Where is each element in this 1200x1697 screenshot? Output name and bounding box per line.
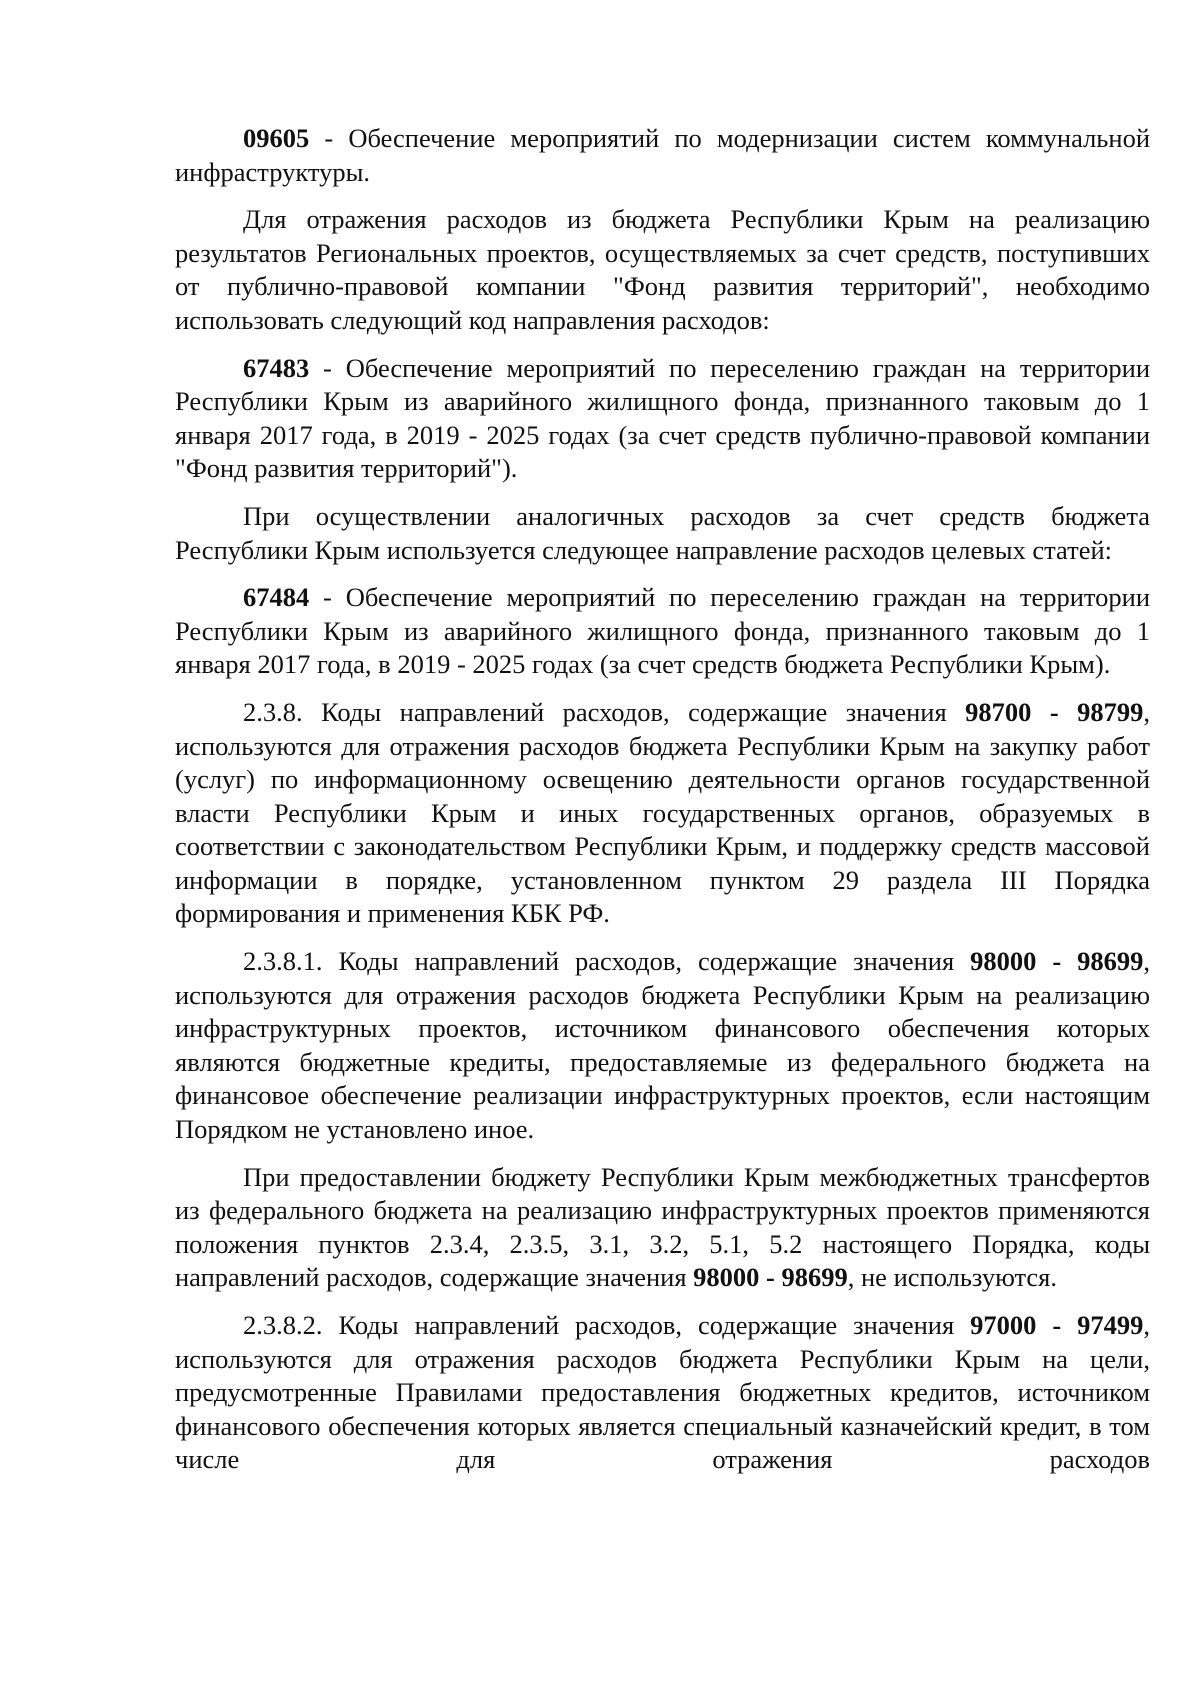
paragraph-text: , используются для отражения расходов бюджета Республики Крым на закупку работ (услуг) по информационному освещению деятельности органов государственной власти Республики Крым и иных государственных органов, образуемых в соответствии с законодательством Республики Крым, и поддержку средств массовой информации в порядке, установленном пунктом 29 раздела III Порядка формирования и применения КБК РФ. xyxy=(175,696,1150,929)
code-range: 98700 - 98799 xyxy=(965,696,1144,727)
paragraph-interbudget-transfers xyxy=(175,1161,1150,1295)
paragraph-text: 2.3.8.2. Коды направлений расходов, содержащие значения xyxy=(243,1310,971,1340)
paragraph-text: 2.3.8. Коды направлений расходов, содержащие значения xyxy=(243,696,966,727)
paragraph-text: - Обеспечение мероприятий по переселению граждан на территории Республики Крым из аварийного жилищного фонда, признанного таковым до 1 января 2017 года, в 2019 - 2025 годах (за счет средств бюджета Республики Крым). xyxy=(175,582,1150,680)
paragraph-section-2-3-8-2 xyxy=(175,1309,1150,1477)
paragraph-section-2-3-8-1 xyxy=(175,945,1150,1147)
paragraph-text: При предоставлении бюджету Республики Крым межбюджетных трансфертов из федерального бюджета на реализацию инфраструктурных проектов применяются положения пунктов 2.3.4, 2.3.5, 3.1, 3.2, 5.1, 5.2 настоящего Порядка, коды направлений расходов, содержащие значения xyxy=(175,1161,1150,1293)
code-range: 98000 - 98699 xyxy=(970,946,1144,977)
paragraph-text: - Обеспечение мероприятий по модернизации систем коммунальной инфраструктуры. xyxy=(175,123,1150,187)
paragraph-text: , используются для отражения расходов бюджета Республики Крым на цели, предусмотренные Правилами предоставления бюджетных кредитов, источником финансового обеспечения которых является специальный казначейский кредит, в том числе для отражения расходов xyxy=(175,1310,1150,1475)
code-number: 67484 xyxy=(243,582,310,613)
code-range: 98000 - 98699 xyxy=(693,1262,848,1293)
paragraph-code-09605 xyxy=(175,122,1150,189)
paragraph-similar-expenses xyxy=(175,500,1150,567)
code-number: 67483 xyxy=(243,352,310,383)
paragraph-code-67484 xyxy=(175,581,1150,682)
paragraph-text: Для отражения расходов из бюджета Республики Крым на реализацию результатов Региональных проектов, осуществляемых за счет средств, поступивших от публично-правовой компании "Фонд развития территорий", необходимо использовать следующий код направления расходов: xyxy=(175,204,1150,335)
code-range: 97000 - 97499 xyxy=(970,1310,1144,1340)
paragraph-text: , используются для отражения расходов бюджета Республики Крым на реализацию инфраструктурных проектов, источником финансового обеспечения которых являются бюджетные кредиты, предоставляемые из федерального бюджета на финансовое обеспечение реализации инфраструктурных проектов, если настоящим Порядком не установлено иное. xyxy=(175,946,1150,1145)
paragraph-text: - Обеспечение мероприятий по переселению граждан на территории Республики Крым из аварийного жилищного фонда, признанного таковым до 1 января 2017 года, в 2019 - 2025 годах (за счет средств публично-правовой компании "Фонд развития территорий"). xyxy=(175,352,1150,484)
paragraph-regional-projects-intro xyxy=(175,203,1150,337)
paragraph-text: , не используются. xyxy=(847,1262,1057,1293)
paragraph-section-2-3-8 xyxy=(175,696,1150,931)
paragraph-code-67483 xyxy=(175,352,1150,486)
paragraph-text: 2.3.8.1. Коды направлений расходов, содержащие значения xyxy=(243,946,971,977)
code-number: 09605 xyxy=(243,123,310,153)
document-body xyxy=(175,122,1150,1491)
paragraph-text: При осуществлении аналогичных расходов за счет средств бюджета Республики Крым используется следующее направление расходов целевых статей: xyxy=(175,500,1150,565)
